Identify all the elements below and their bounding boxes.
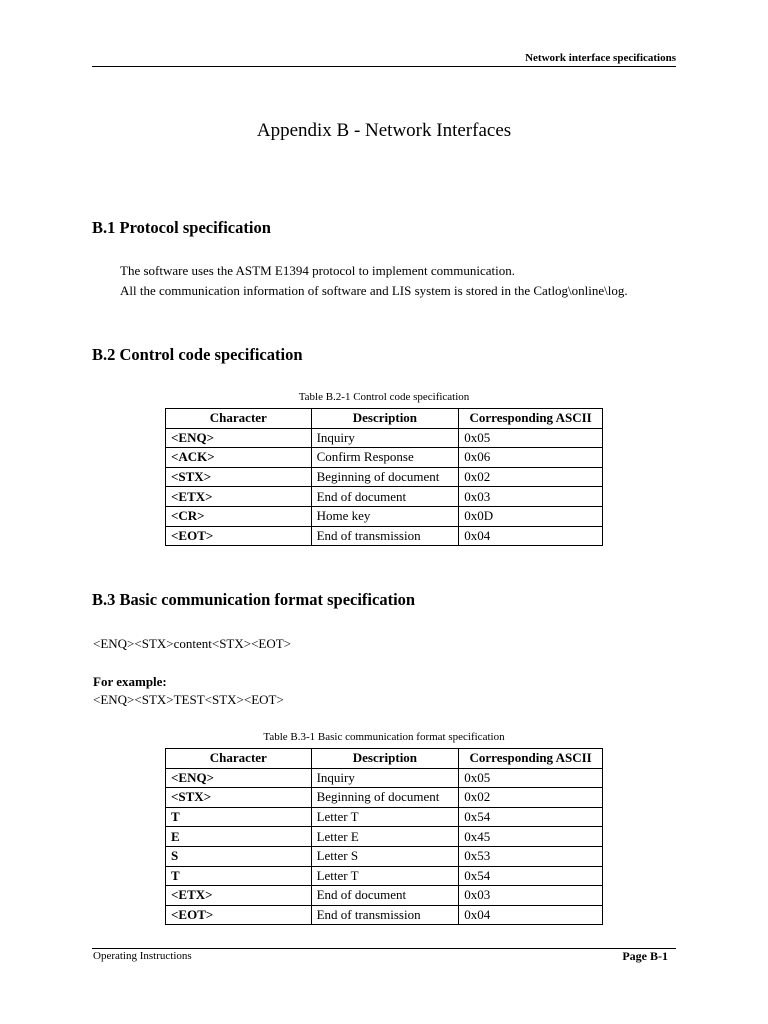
- table-cell: 0x54: [459, 866, 603, 886]
- table-cell: 0x02: [459, 788, 603, 808]
- table-row: [166, 846, 603, 866]
- table-cell: Beginning of document: [311, 467, 459, 487]
- page-number: Page B-1: [622, 949, 668, 963]
- table-cell: 0x45: [459, 827, 603, 847]
- table-cell: <EOT>: [166, 905, 312, 925]
- table-cell: 0x05: [459, 428, 603, 448]
- column-header: Description: [311, 409, 459, 429]
- table-cell: Inquiry: [311, 428, 459, 448]
- table-caption: Table B.2-1 Control code specification: [298, 391, 470, 403]
- table-row: [166, 886, 603, 906]
- control-code-table: [165, 408, 603, 546]
- table-row: [166, 768, 603, 788]
- example-label: For example:: [93, 674, 167, 689]
- table-cell: 0x05: [459, 768, 603, 788]
- footer-document-name: Operating Instructions: [93, 950, 192, 962]
- paragraph-line: The software uses the ASTM E1394 protocol to implement communication.: [120, 263, 515, 278]
- table-cell: Beginning of document: [311, 788, 459, 808]
- column-header: Character: [166, 409, 312, 429]
- table-cell: End of document: [311, 487, 459, 507]
- paragraph-line: All the communication information of software and LIS system is stored in the Catlog\online\log.: [120, 283, 628, 298]
- table-cell: <CR>: [166, 506, 312, 526]
- example-line: <ENQ><STX>TEST<STX><EOT>: [93, 692, 284, 707]
- table-row: [166, 788, 603, 808]
- column-header: Corresponding ASCII: [459, 409, 603, 429]
- table-cell: T: [166, 866, 312, 886]
- table-cell: <ETX>: [166, 487, 312, 507]
- table-cell: <STX>: [166, 788, 312, 808]
- table-cell: Letter S: [311, 846, 459, 866]
- table-cell: Confirm Response: [311, 448, 459, 468]
- table-cell: End of document: [311, 886, 459, 906]
- communication-format-table: [165, 748, 603, 925]
- table-cell: T: [166, 807, 312, 827]
- table-cell: <EOT>: [166, 526, 312, 546]
- table-row: [166, 506, 603, 526]
- format-line: <ENQ><STX>content<STX><EOT>: [93, 636, 292, 651]
- table-row: [166, 905, 603, 925]
- column-header: Corresponding ASCII: [459, 749, 603, 769]
- table-cell: 0x02: [459, 467, 603, 487]
- section-heading-b3: B.3 Basic communication format specification: [92, 590, 416, 609]
- table-cell: 0x54: [459, 807, 603, 827]
- table-cell: 0x03: [459, 886, 603, 906]
- table-cell: Letter T: [311, 866, 459, 886]
- table-cell: <STX>: [166, 467, 312, 487]
- table-cell: Inquiry: [311, 768, 459, 788]
- table-row: [166, 526, 603, 546]
- table-cell: <ENQ>: [166, 428, 312, 448]
- table-row: [166, 827, 603, 847]
- table-row: [166, 467, 603, 487]
- table-cell: End of transmission: [311, 905, 459, 925]
- table-row: [166, 448, 603, 468]
- table-row: [166, 428, 603, 448]
- table-cell: <ETX>: [166, 886, 312, 906]
- page-title: Appendix B - Network Interfaces: [256, 120, 512, 141]
- table-cell: S: [166, 846, 312, 866]
- table-cell: E: [166, 827, 312, 847]
- table-cell: 0x04: [459, 526, 603, 546]
- table-cell: 0x03: [459, 487, 603, 507]
- table-cell: End of transmission: [311, 526, 459, 546]
- column-header: Description: [311, 749, 459, 769]
- running-header: Network interface specifications: [525, 52, 676, 64]
- table-cell: <ACK>: [166, 448, 312, 468]
- table-cell: Letter T: [311, 807, 459, 827]
- section-heading-b2: B.2 Control code specification: [92, 345, 303, 364]
- table-cell: <ENQ>: [166, 768, 312, 788]
- table-caption: Table B.3-1 Basic communication format specification: [263, 731, 505, 743]
- header-rule: [92, 66, 676, 67]
- table-cell: 0x53: [459, 846, 603, 866]
- table-cell: 0x04: [459, 905, 603, 925]
- table-cell: 0x0D: [459, 506, 603, 526]
- table-cell: Letter E: [311, 827, 459, 847]
- table-cell: 0x06: [459, 448, 603, 468]
- table-row: [166, 866, 603, 886]
- table-header-row: [166, 409, 603, 429]
- column-header: Character: [166, 749, 312, 769]
- table-cell: Home key: [311, 506, 459, 526]
- table-header-row: [166, 749, 603, 769]
- table-row: [166, 487, 603, 507]
- table-row: [166, 807, 603, 827]
- section-heading-b1: B.1 Protocol specification: [92, 218, 271, 237]
